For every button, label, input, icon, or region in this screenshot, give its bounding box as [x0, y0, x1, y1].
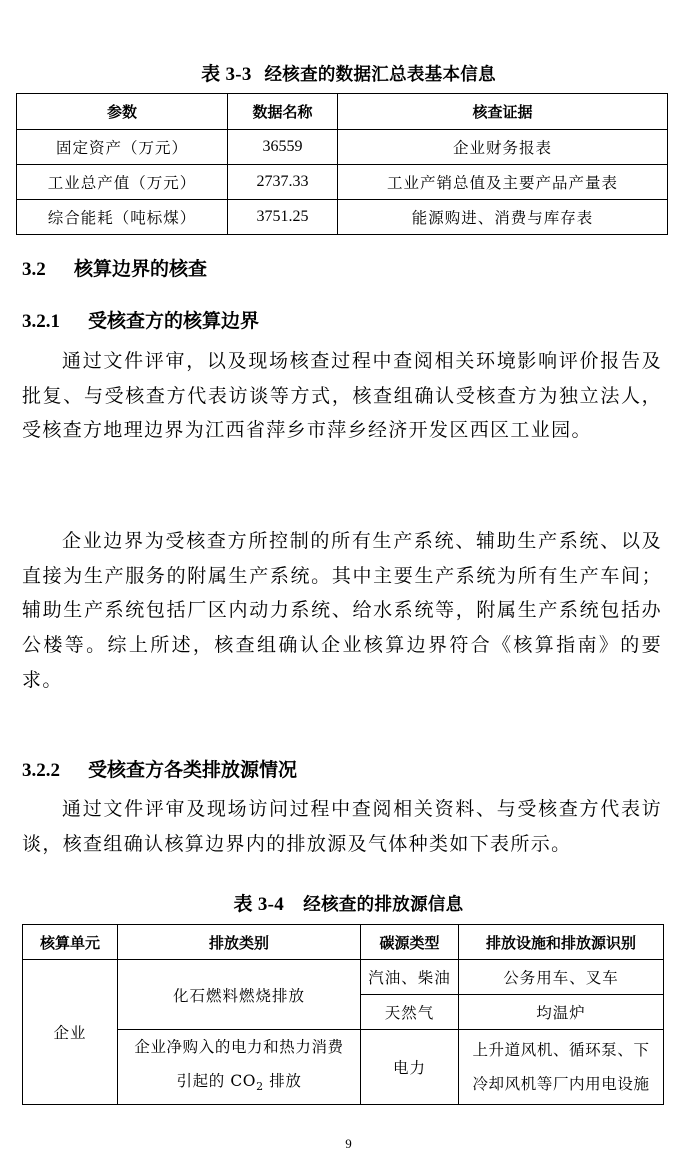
emission-category-cell: [118, 1030, 361, 1105]
accounting-unit-cell: 企业: [23, 960, 118, 1105]
section-number: 3.2.1: [22, 311, 60, 332]
co2-subscript: 2: [256, 1080, 264, 1094]
section-number: 3.2.2: [22, 760, 60, 781]
section-number: 3.2: [22, 259, 46, 280]
table-cell: 综合能耗（吨标煤）: [17, 200, 228, 235]
facility-cell: 公务用车、叉车: [459, 960, 664, 995]
table-cell: 工业总产值（万元）: [17, 165, 228, 200]
table-row: [17, 200, 668, 235]
paragraph: 通过文件评审，以及现场核查过程中查阅相关环境影响评价报告及批复、与受核查方代表访谈等方式，核查组确认受核查方为独立法人，受核查方地理边界为江西省萍乡市萍乡经济开发区西区工业园。: [22, 350, 662, 442]
column-header: 参数: [17, 94, 228, 130]
column-header: 核算单元: [23, 925, 118, 960]
section-heading-3-2-1: [22, 306, 259, 333]
page-number: 9: [345, 1136, 352, 1151]
emission-category-text: 引起的 CO: [176, 1072, 257, 1090]
table-cell: 固定资产（万元）: [17, 130, 228, 165]
table-3-3: [16, 93, 668, 235]
table-3-3-caption-number: 表 3-3: [201, 64, 252, 85]
table-row: [23, 960, 664, 995]
table-3-3-caption-title: 经核查的数据汇总表基本信息: [264, 65, 496, 85]
emission-category-text: 排放: [263, 1072, 302, 1090]
column-header: 数据名称: [228, 94, 338, 130]
column-header: 碳源类型: [361, 925, 459, 960]
emission-category-cell: 化石燃料燃烧排放: [118, 960, 361, 1030]
section-title: 受核查方各类排放源情况: [88, 759, 298, 781]
table-cell: 36559: [228, 130, 338, 165]
section-title: 核算边界的核查: [74, 258, 208, 280]
table-cell: 企业财务报表: [338, 130, 668, 165]
carbon-source-cell: 汽油、柴油: [361, 960, 459, 995]
table-3-3-caption: [0, 59, 697, 86]
emission-category-line: [120, 1064, 358, 1104]
facility-cell: [459, 1030, 664, 1105]
table-header-row: [23, 925, 664, 960]
table-header-row: [17, 94, 668, 130]
column-header: 排放设施和排放源识别: [459, 925, 664, 960]
facility-cell: 均温炉: [459, 995, 664, 1030]
table-3-4: [22, 924, 664, 1105]
emission-category-line: 企业净购入的电力和热力消费: [134, 1038, 344, 1056]
table-row: [23, 1030, 664, 1068]
table-3-4-caption-number: 表 3-4: [233, 894, 285, 915]
table-3-4-caption: [0, 889, 697, 916]
column-header: 核查证据: [338, 94, 668, 130]
table-row: [17, 130, 668, 165]
column-header: 排放类别: [118, 925, 361, 960]
table-cell: 工业产销总值及主要产品产量表: [338, 165, 668, 200]
carbon-source-cell: 电力: [361, 1030, 459, 1105]
section-heading-3-2: [22, 254, 207, 281]
facility-line: 冷却风机等厂内用电设施: [472, 1075, 650, 1094]
table-row: [17, 165, 668, 200]
table-cell: 2737.33: [228, 165, 338, 200]
section-title: 受核查方的核算边界: [88, 310, 260, 332]
paragraph: 企业边界为受核查方所控制的所有生产系统、辅助生产系统、以及直接为生产服务的附属生产系统。其中主要生产系统为所有生产车间；辅助生产系统包括厂区内动力系统、给水系统等，附属生产系统包括办公楼等。综上所述，核查组确认企业核算边界符合《核算指南》的要求。: [22, 530, 662, 691]
table-cell: 能源购进、消费与库存表: [338, 200, 668, 235]
facility-line: 上升道风机、循环泵、下: [472, 1041, 650, 1060]
section-heading-3-2-2: [22, 755, 297, 782]
carbon-source-cell: 天然气: [361, 995, 459, 1030]
table-3-4-caption-title: 经核查的排放源信息: [303, 895, 464, 915]
paragraph: 通过文件评审及现场访问过程中查阅相关资料、与受核查方代表访谈，核查组确认核算边界内的排放源及气体种类如下表所示。: [22, 798, 662, 855]
table-cell: 3751.25: [228, 200, 338, 235]
